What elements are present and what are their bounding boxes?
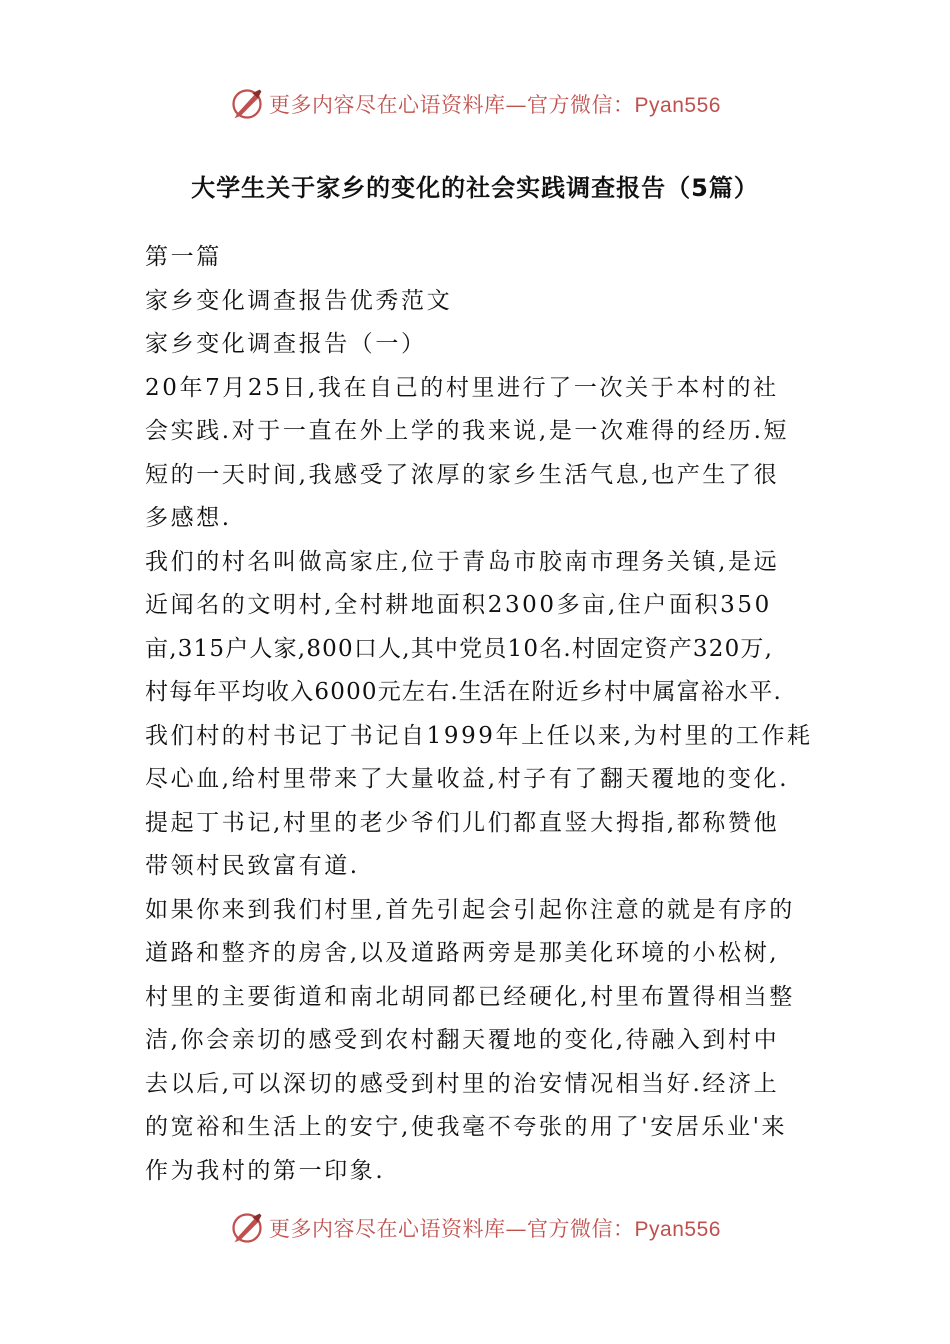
- text-line: 提起丁书记,村里的老少爷们儿们都直竖大拇指,都称赞他: [145, 809, 780, 836]
- text-line: 道路和整齐的房舍,以及道路两旁是那美化环境的小松树,: [145, 940, 780, 966]
- banner-wechat-id: Pyan556: [634, 1218, 721, 1241]
- text-line: 如果你来到我们村里,首先引起会引起你注意的就是有序的: [145, 896, 795, 923]
- text-line: 带领村民致富有道.: [145, 853, 360, 879]
- banner-wechat-id: Pyan556: [634, 94, 721, 117]
- banner-text: [269, 89, 721, 119]
- text-line: 我们的村名叫做高家庄,位于青岛市胶南市理务关镇,是远: [145, 548, 780, 575]
- text-line: 会实践.对于一直在外上学的我来说,是一次难得的经历.短: [145, 418, 790, 444]
- text-line: 20年7月25日,我在自己的村里进行了一次关于本村的社: [145, 374, 779, 401]
- header-banner: [0, 82, 950, 126]
- banner-label: 更多内容尽在心语资料库—官方微信：: [269, 93, 635, 117]
- text-line: 多感想.: [145, 505, 232, 531]
- text-line: 短的一天时间,我感受了浓厚的家乡生活气息,也产生了很: [145, 461, 780, 488]
- text-line: 村里的主要街道和南北胡同都已经硬化,村里布置得相当整: [145, 983, 795, 1010]
- text-line: 去以后,可以深切的感受到村里的治安情况相当好.经济上: [145, 1070, 780, 1097]
- subheading: 家乡变化调查报告优秀范文: [145, 287, 453, 314]
- text-line: 尽心血,给村里带来了大量收益,村子有了翻天覆地的变化.: [145, 766, 790, 792]
- text-line: 作为我村的第一印象.: [145, 1157, 386, 1184]
- text-line: 的宽裕和生活上的安宁,使我毫不夸张的用了'安居乐业'来: [145, 1114, 788, 1140]
- document-title: 大学生关于家乡的变化的社会实践调查报告（5篇）: [191, 174, 759, 202]
- text-line: 近闻名的文明村,全村耕地面积2300多亩,住户面积350: [145, 592, 772, 618]
- banner-label: 更多内容尽在心语资料库—官方微信：: [269, 1217, 635, 1241]
- text-line: 村每年平均收入6000元左右.生活在附近乡村中属富裕水平.: [145, 679, 782, 705]
- pen-logo-icon: [229, 86, 265, 122]
- pen-logo-icon: [229, 1210, 265, 1246]
- footer-banner: [0, 1206, 950, 1250]
- subheading: 家乡变化调查报告（一）: [145, 331, 427, 357]
- text-line: 洁,你会亲切的感受到农村翻天覆地的变化,待融入到村中: [145, 1027, 780, 1053]
- section-heading: 第一篇: [145, 244, 222, 270]
- text-line: 我们村的村书记丁书记自1999年上任以来,为村里的工作耗: [145, 722, 813, 749]
- text-line: 亩,315户人家,800口人,其中党员10名.村固定资产320万,: [145, 635, 774, 662]
- document-body: [145, 236, 813, 1193]
- banner-text: [269, 1213, 721, 1243]
